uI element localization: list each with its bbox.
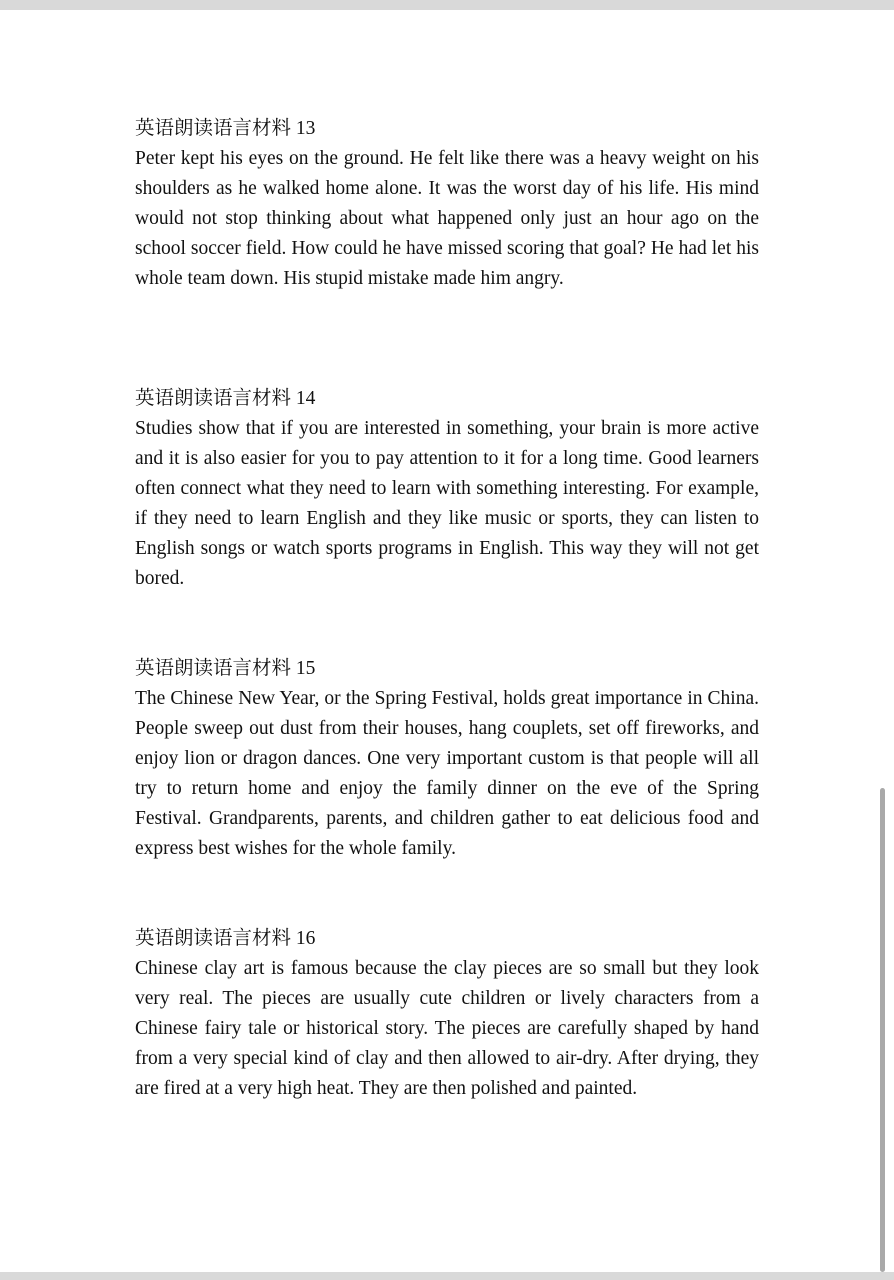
reading-section-14: [135, 384, 759, 594]
section-paragraph: Studies show that if you are interested in something, your brain is more active and it is also easier for you to pay attention to it for a long time. Good learners often connect what they need to learn with something interesting. For example, if they need to learn English and they like music or sports, they can listen to English songs or watch sports programs in English. This way they will not get bored.: [135, 418, 759, 589]
reading-section-16: [135, 924, 759, 1104]
section-paragraph: Chinese clay art is famous because the clay pieces are so small but they look very real. The pieces are usually cute children or lively characters from a Chinese fairy tale or historical story. The pieces are carefully shaped by hand from a very special kind of clay and then allowed to air-dry. After drying, they are fired at a very high heat. They are then polished and painted.: [135, 958, 759, 1099]
section-paragraph: Peter kept his eyes on the ground. He felt like there was a heavy weight on his shoulders as he walked home alone. It was the worst day of his life. His mind would not stop thinking about what happened only just an hour ago on the school soccer field. How could he have missed scoring that goal? He had let his whole team down. His stupid mistake made him angry.: [135, 148, 759, 289]
section-heading: 英语朗读语言材料 15: [135, 658, 316, 679]
section-heading: 英语朗读语言材料 13: [135, 118, 316, 139]
vertical-scrollbar[interactable]: [880, 788, 885, 1272]
document-page: [0, 10, 894, 1272]
reading-section-13: [135, 114, 759, 294]
section-heading: 英语朗读语言材料 16: [135, 928, 316, 949]
section-paragraph: The Chinese New Year, or the Spring Festival, holds great importance in China. People sweep out dust from their houses, hang couplets, set off fireworks, and enjoy lion or dragon dances. One very important custom is that people will all try to return home and enjoy the family dinner on the eve of the Spring Festival. Grandparents, parents, and children gather to eat delicious food and express best wishes for the whole family.: [135, 688, 759, 859]
reading-section-15: [135, 654, 759, 864]
section-heading: 英语朗读语言材料 14: [135, 388, 316, 409]
